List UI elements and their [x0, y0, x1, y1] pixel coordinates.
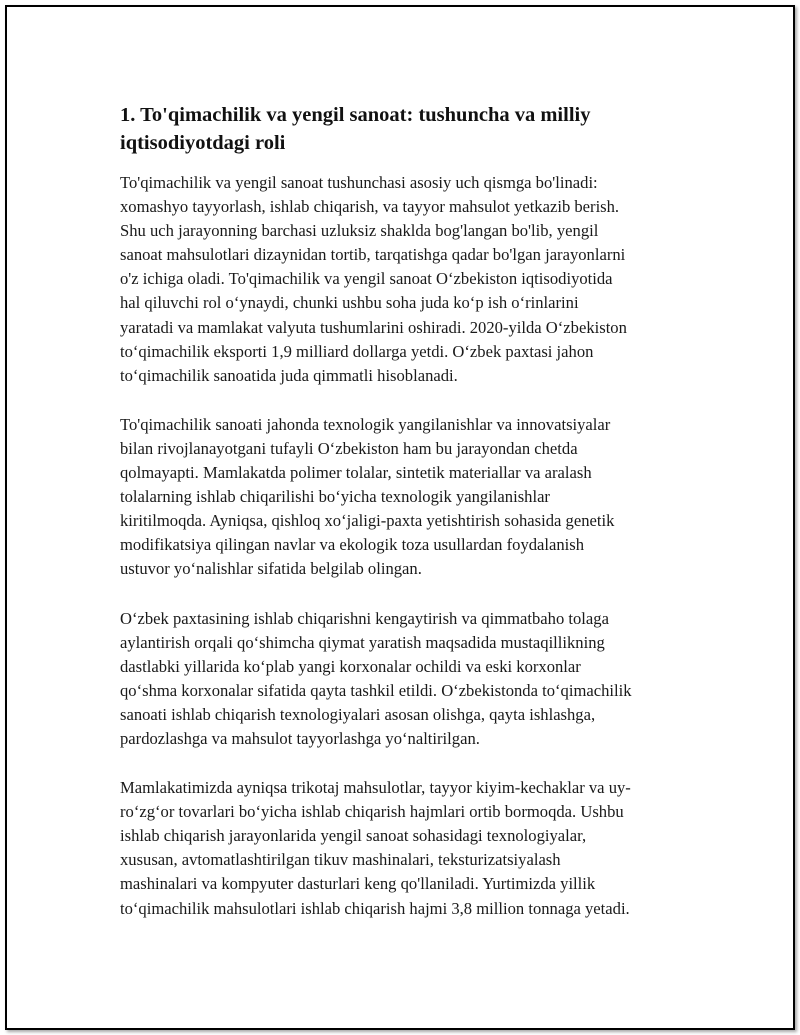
text-line: sanoat mahsulotlari dizaynidan tortib, tarqatishga qadar bo'lgan jarayonlarni [120, 245, 626, 265]
text-line: Shu uch jarayonning barchasi uzluksiz shaklda bog'langan bo'lib, yengil [120, 221, 599, 241]
text-line: aylantirish orqali qo‘shimcha qiymat yaratish maqsadida mustaqillikning [120, 632, 605, 652]
paragraph-4 [120, 776, 698, 921]
paragraph-2 [120, 413, 698, 582]
text-line: tolalarning ishlab chiqarilishi bo‘yicha texnologik yangilanishlar [120, 487, 550, 507]
text-line: bilan rivojlanayotgani tufayli O‘zbekiston ham bu jarayondan chetda [120, 438, 578, 458]
text-line: To'qimachilik sanoati jahonda texnologik yangilanishlar va innovatsiyalar [120, 414, 611, 434]
text-line: ustuvor yo‘nalishlar sifatida belgilab olingan. [120, 559, 422, 579]
text-line: sanoati ishlab chiqarish texnologiyalari asosan olishga, qayta ishlashga, [120, 704, 596, 724]
text-line: xomashyo tayyorlash, ishlab chiqarish, va tayyor mahsulot yetkazib berish. [120, 197, 620, 217]
text-line: kiritilmoqda. Ayniqsa, qishloq xo‘jaligi-paxta yetishtirish sohasida genetik [120, 511, 615, 531]
text-line: ishlab chiqarish jarayonlarida yengil sanoat sohasidagi texnologiyalar, [120, 826, 587, 846]
text-line: To'qimachilik va yengil sanoat tushunchasi asosiy uch qismga bo'linadi: [120, 173, 598, 192]
section-heading [120, 101, 698, 157]
text-line: to‘qimachilik eksporti 1,9 milliard dollarga yetdi. O‘zbek paxtasi jahon [120, 341, 594, 361]
text-line: xususan, avtomatlashtirilgan tikuv mashinalari, teksturizatsiyalash [120, 850, 561, 870]
text-line: qo‘shma korxonalar sifatida qayta tashkil etildi. O‘zbekistonda to‘qimachilik [120, 680, 632, 700]
text-line: hal qiluvchi rol o‘ynaydi, chunki ushbu soha juda ko‘p ish o‘rinlarini [120, 293, 579, 313]
text-line: pardozlashga va mahsulot tayyorlashga yo‘naltirilgan. [120, 728, 480, 748]
paragraph-1 [120, 171, 698, 388]
text-line: yaratadi va mamlakat valyuta tushumlarini oshiradi. 2020-yilda O‘zbekiston [120, 317, 627, 337]
text-line: ro‘zg‘or tovarlari bo‘yicha ishlab chiqarish hajmlari ortib bormoqda. Ushbu [120, 802, 624, 822]
document-body [120, 101, 698, 946]
heading-line: 1. To'qimachilik va yengil sanoat: tushuncha va milliy [120, 104, 591, 126]
text-line: O‘zbek paxtasining ishlab chiqarishni kengaytirish va qimmatbaho tolaga [120, 608, 609, 628]
document-page [5, 5, 795, 1030]
heading-line: iqtisodiyotdagi roli [120, 132, 286, 154]
text-line: to‘qimachilik mahsulotlari ishlab chiqarish hajmi 3,8 million tonnaga yetadi. [120, 898, 630, 918]
paragraph-3 [120, 607, 698, 752]
text-line: mashinalari va kompyuter dasturlari keng qo'llaniladi. Yurtimizda yillik [120, 874, 596, 894]
text-line: o'z ichiga oladi. To'qimachilik va yengil sanoat O‘zbekiston iqtisodiyotida [120, 269, 613, 289]
text-line: to‘qimachilik sanoatida juda qimmatli hisoblanadi. [120, 365, 458, 385]
text-line: Mamlakatimizda ayniqsa trikotaj mahsulotlar, tayyor kiyim-kechaklar va uy- [120, 778, 631, 798]
text-line: dastlabki yillarida ko‘plab yangi korxonalar ochildi va eski korxonlar [120, 656, 581, 676]
text-line: qolmayapti. Mamlakatda polimer tolalar, sintetik materiallar va aralash [120, 463, 592, 483]
text-line: modifikatsiya qilingan navlar va ekologik toza usullardan foydalanish [120, 535, 585, 555]
